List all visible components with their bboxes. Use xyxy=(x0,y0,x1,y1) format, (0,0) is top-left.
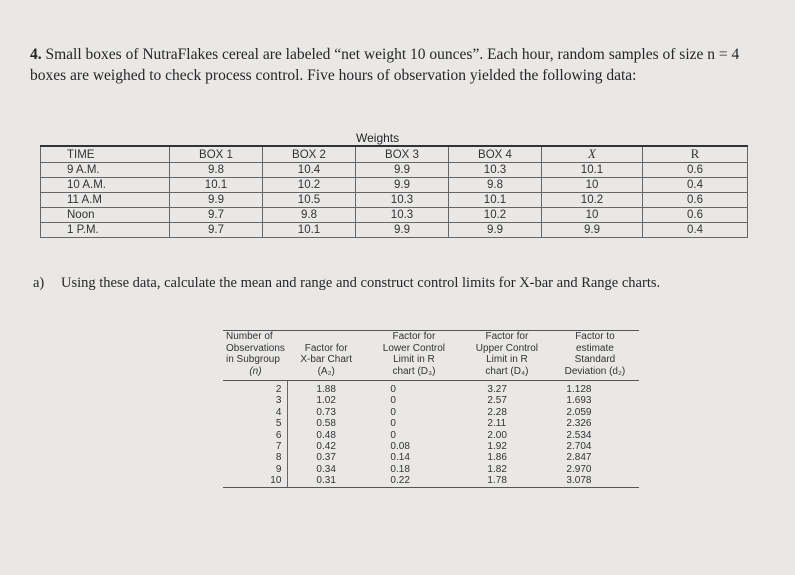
d4-cell: 2.57 xyxy=(487,395,507,407)
d3-cell: 0 xyxy=(390,406,396,418)
factors-table-row xyxy=(223,441,639,452)
header-time: TIME xyxy=(41,146,170,163)
box-1-cell: 9.7 xyxy=(170,223,263,238)
factors-header-row xyxy=(223,331,639,381)
n-cell: 8 xyxy=(223,452,288,463)
time-cell: 10 A.M. xyxy=(41,178,170,193)
data-table-row xyxy=(41,193,748,208)
a2-cell: 0.58 xyxy=(316,418,336,430)
d4-cell: 2.00 xyxy=(487,429,507,441)
a2-cell: 0.34 xyxy=(316,463,336,475)
d3-cell: 0 xyxy=(390,384,396,395)
control-chart-factors-table xyxy=(223,330,639,488)
question-number: 4. xyxy=(30,46,42,63)
box-2-cell: 10.2 xyxy=(263,178,356,193)
a2-cell: 0.42 xyxy=(316,441,336,453)
box-1-cell: 9.7 xyxy=(170,208,263,223)
d4-cell: 1.82 xyxy=(487,463,507,475)
box-3-cell: 10.3 xyxy=(356,193,449,208)
header-box-3: BOX 3 xyxy=(356,146,449,163)
data-table-row xyxy=(41,223,748,238)
weights-group-header: Weights xyxy=(356,131,400,145)
x-bar-cell: 10 xyxy=(542,178,643,193)
box-3-cell: 9.9 xyxy=(356,223,449,238)
factors-table-row xyxy=(223,452,639,463)
a2-cell: 0.37 xyxy=(316,452,336,464)
range-cell: 0.6 xyxy=(643,208,748,223)
box-4-cell: 10.3 xyxy=(449,163,542,178)
box-3-cell: 9.9 xyxy=(356,163,449,178)
factors-table-row xyxy=(223,395,639,406)
n-cell: 6 xyxy=(223,430,288,441)
d3-cell: 0 xyxy=(390,395,396,407)
data-table-row xyxy=(41,163,748,178)
d4-cell: 3.27 xyxy=(487,384,507,395)
part-a-text: Using these data, calculate the mean and range and construct control limits for X-bar and Range charts. xyxy=(61,275,661,291)
header-box-4: BOX 4 xyxy=(449,146,542,163)
x-bar-cell: 10.2 xyxy=(542,193,643,208)
box-4-cell: 10.2 xyxy=(449,208,542,223)
factors-table-row xyxy=(223,381,639,396)
header-box-2: BOX 2 xyxy=(263,146,356,163)
d2-cell: 1.128 xyxy=(566,384,592,395)
weights-data-table xyxy=(40,145,748,238)
d4-cell: 2.28 xyxy=(487,406,507,418)
header-d3-factor: Factor for Lower Control Limit in R chart (D₃) xyxy=(364,331,463,381)
d2-cell: 2.704 xyxy=(566,441,592,453)
d2-cell: 2.534 xyxy=(566,429,592,441)
box-2-cell: 10.5 xyxy=(263,193,356,208)
question-text xyxy=(30,44,770,86)
n-cell: 9 xyxy=(223,464,288,475)
a2-cell: 0.31 xyxy=(288,475,365,487)
a2-cell: 1.02 xyxy=(316,395,336,407)
n-cell: 2 xyxy=(223,381,288,396)
d2-cell: 2.970 xyxy=(566,463,592,475)
data-table-header-row xyxy=(41,146,748,163)
part-a-label: a) xyxy=(33,275,45,291)
box-4-cell: 9.9 xyxy=(449,223,542,238)
n-cell: 7 xyxy=(223,441,288,452)
time-cell: 9 A.M. xyxy=(41,163,170,178)
box-2-cell: 9.8 xyxy=(263,208,356,223)
x-bar-cell: 10 xyxy=(542,208,643,223)
box-4-cell: 9.8 xyxy=(449,178,542,193)
d3-cell: 0.08 xyxy=(390,441,410,453)
header-range: $\overline{R}$ xyxy=(643,146,748,163)
box-1-cell: 10.1 xyxy=(170,178,263,193)
d3-cell: 0 xyxy=(390,418,396,430)
data-table-row xyxy=(41,178,748,193)
d3-cell: 0.14 xyxy=(390,452,410,464)
box-1-cell: 9.9 xyxy=(170,193,263,208)
n-cell: 10 xyxy=(223,475,288,487)
d3-cell: 0 xyxy=(390,429,396,441)
box-3-cell: 9.9 xyxy=(356,178,449,193)
range-cell: 0.6 xyxy=(643,193,748,208)
n-cell: 4 xyxy=(223,407,288,418)
d4-cell: 1.86 xyxy=(487,452,507,464)
range-cell: 0.4 xyxy=(643,178,748,193)
header-d4-factor: Factor for Upper Control Limit in R chart (D₄) xyxy=(463,331,550,381)
part-a-question xyxy=(33,274,753,293)
n-cell: 3 xyxy=(223,395,288,406)
box-3-cell: 10.3 xyxy=(356,208,449,223)
data-table-row xyxy=(41,208,748,223)
range-cell: 0.4 xyxy=(643,223,748,238)
header-number-of-observations: Number of Observations in Subgroup (n) xyxy=(223,331,288,381)
d4-cell: 1.92 xyxy=(487,441,507,453)
box-4-cell: 10.1 xyxy=(449,193,542,208)
time-cell: Noon xyxy=(41,208,170,223)
a2-cell: 0.73 xyxy=(316,406,336,418)
factors-table-row xyxy=(223,475,639,487)
d3-cell: 0.18 xyxy=(390,463,410,475)
d2-cell: 3.078 xyxy=(550,475,639,487)
header-d2-factor: Factor to estimate Standard Deviation (d₂) xyxy=(550,331,639,381)
d3-cell: 0.22 xyxy=(364,475,463,487)
factors-table-row xyxy=(223,464,639,475)
d4-cell: 1.78 xyxy=(463,475,550,487)
time-cell: 1 P.M. xyxy=(41,223,170,238)
d2-cell: 2.059 xyxy=(566,406,592,418)
n-cell: 5 xyxy=(223,418,288,429)
a2-cell: 1.88 xyxy=(316,384,336,395)
box-2-cell: 10.1 xyxy=(263,223,356,238)
x-bar-cell: 9.9 xyxy=(542,223,643,238)
header-box-1: BOX 1 xyxy=(170,146,263,163)
factors-table-row xyxy=(223,430,639,441)
factors-table-row xyxy=(223,418,639,429)
box-1-cell: 9.8 xyxy=(170,163,263,178)
a2-cell: 0.48 xyxy=(316,429,336,441)
d2-cell: 2.847 xyxy=(566,452,592,464)
d4-cell: 2.11 xyxy=(487,418,507,430)
factors-table-row xyxy=(223,407,639,418)
time-cell: 11 A.M xyxy=(41,193,170,208)
x-bar-cell: 10.1 xyxy=(542,163,643,178)
header-x-bar: $\overline{X}$ xyxy=(542,146,643,163)
box-2-cell: 10.4 xyxy=(263,163,356,178)
d2-cell: 2.326 xyxy=(566,418,592,430)
header-a2-factor: Factor for X-bar Chart (A₂) xyxy=(288,331,365,381)
question-body: Small boxes of NutraFlakes cereal are labeled “net weight 10 ounces”. Each hour, random samples of size n = 4 boxes are weighed to check process control. Five hours of observation yielded the following data: xyxy=(30,46,740,84)
range-cell: 0.6 xyxy=(643,163,748,178)
d2-cell: 1.693 xyxy=(566,395,592,407)
